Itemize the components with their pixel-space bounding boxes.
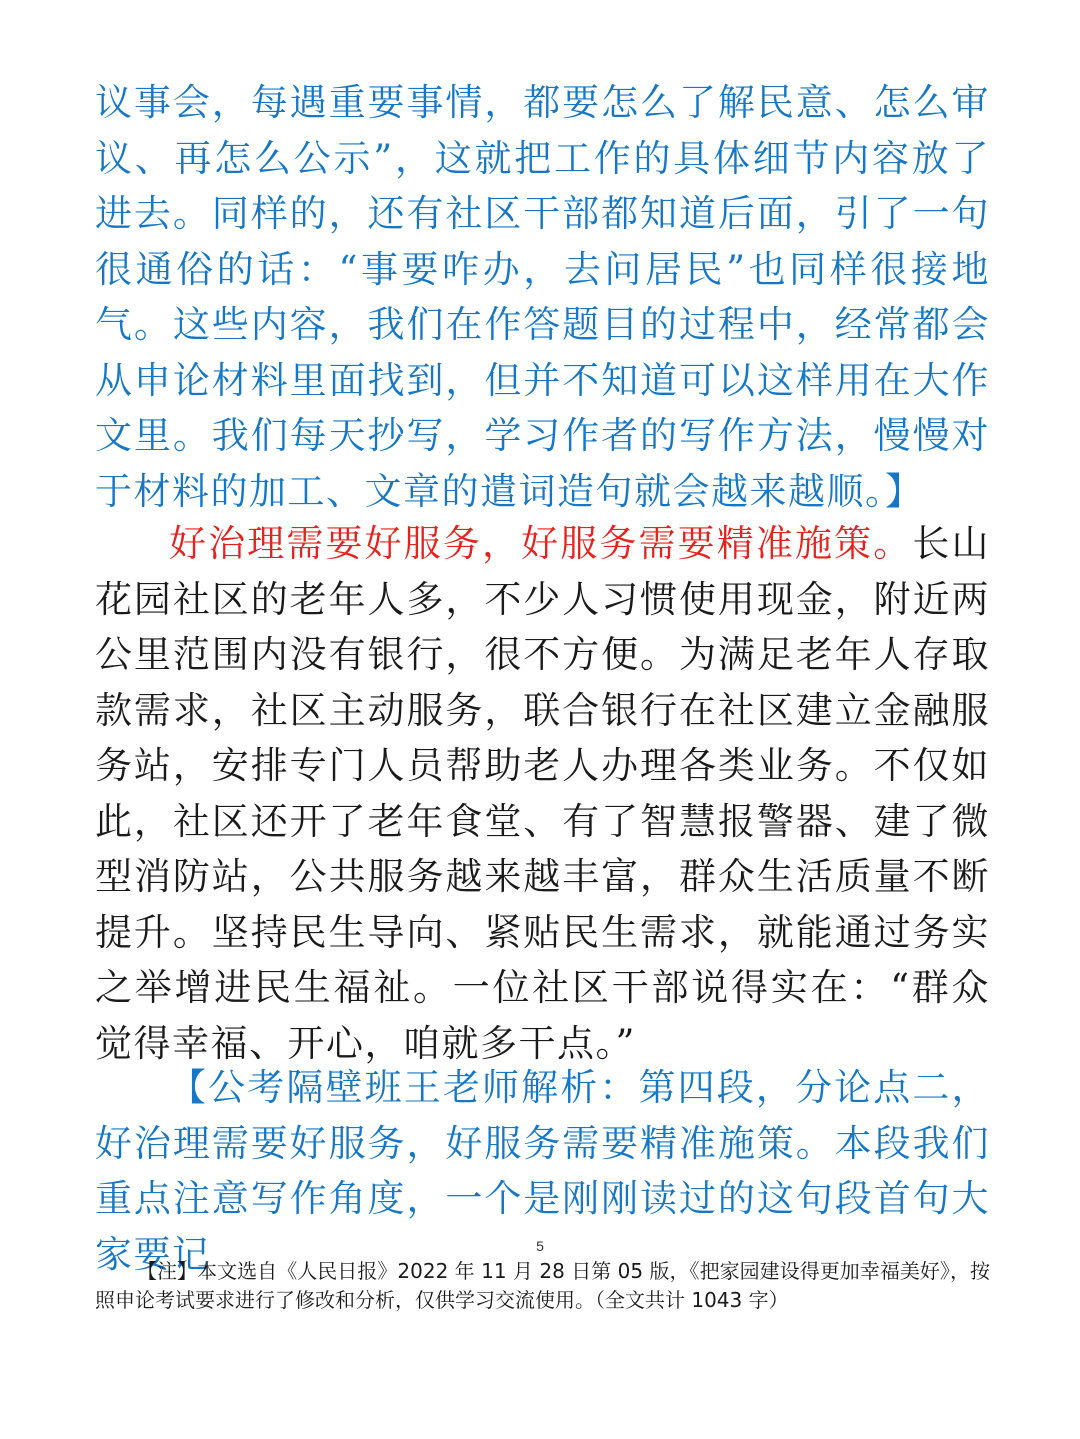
sub-argument-sentence: 好治理需要好服务，好服务需要精准施策。 — [169, 522, 913, 565]
body-text: 长山花园社区的老年人多，不少人习惯使用现金，附近两公里范围内没有银行，很不方便。为满足老年人存取款需求，社区主动服务，联合银行在社区建立金融服务站，安排专门人员帮助老人办理各类业务。不仅如此，社区还开了老年食堂、有了智慧报警器、建了微型消防站，公共服务越来越丰富，群众生活质量不断提升。坚持民生导向、紧贴民生需求，就能通过务实之举增进民生福祉。一位社区干部说得实在：“群众觉得幸福、开心，咱就多干点。” — [95, 522, 990, 1065]
body-paragraph — [95, 516, 990, 1065]
analysis-paragraph — [95, 1060, 990, 1276]
analysis-text: 【公考隔壁班王老师解析：第四段，分论点二，好治理需要好服务，好服务需要精准施策。本段我们重点注意写作角度，一个是刚刚读过的这句段首句大家要记 — [95, 1066, 990, 1276]
analysis-paragraph-continued — [95, 75, 990, 525]
analysis-text: 议事会，每遇重要事情，都要怎么了解民意、怎么审议、再怎么公示”，这就把工作的具体细节内容放了进去。同样的，还有社区干部都知道后面，引了一句很通俗的话：“事要咋办，去问居民”也同样很接地气。这些内容，我们在作答题目的过程中，经常都会从申论材料里面找到，但并不知道可以这样用在大作文里。我们每天抄写，学习作者的写作方法，慢慢对于材料的加工、文章的遣词造句就会越来越顺。】 — [95, 81, 990, 513]
page-number: 5 — [536, 1238, 544, 1254]
source-note: 【注】本文选自《人民日报》2022 年 11 月 28 日第 05 版，《把家园建设得更加幸福美好》，按照申论考试要求进行了修改和分析，仅供学习交流使用。（全文共计 1043 字） — [95, 1259, 990, 1312]
